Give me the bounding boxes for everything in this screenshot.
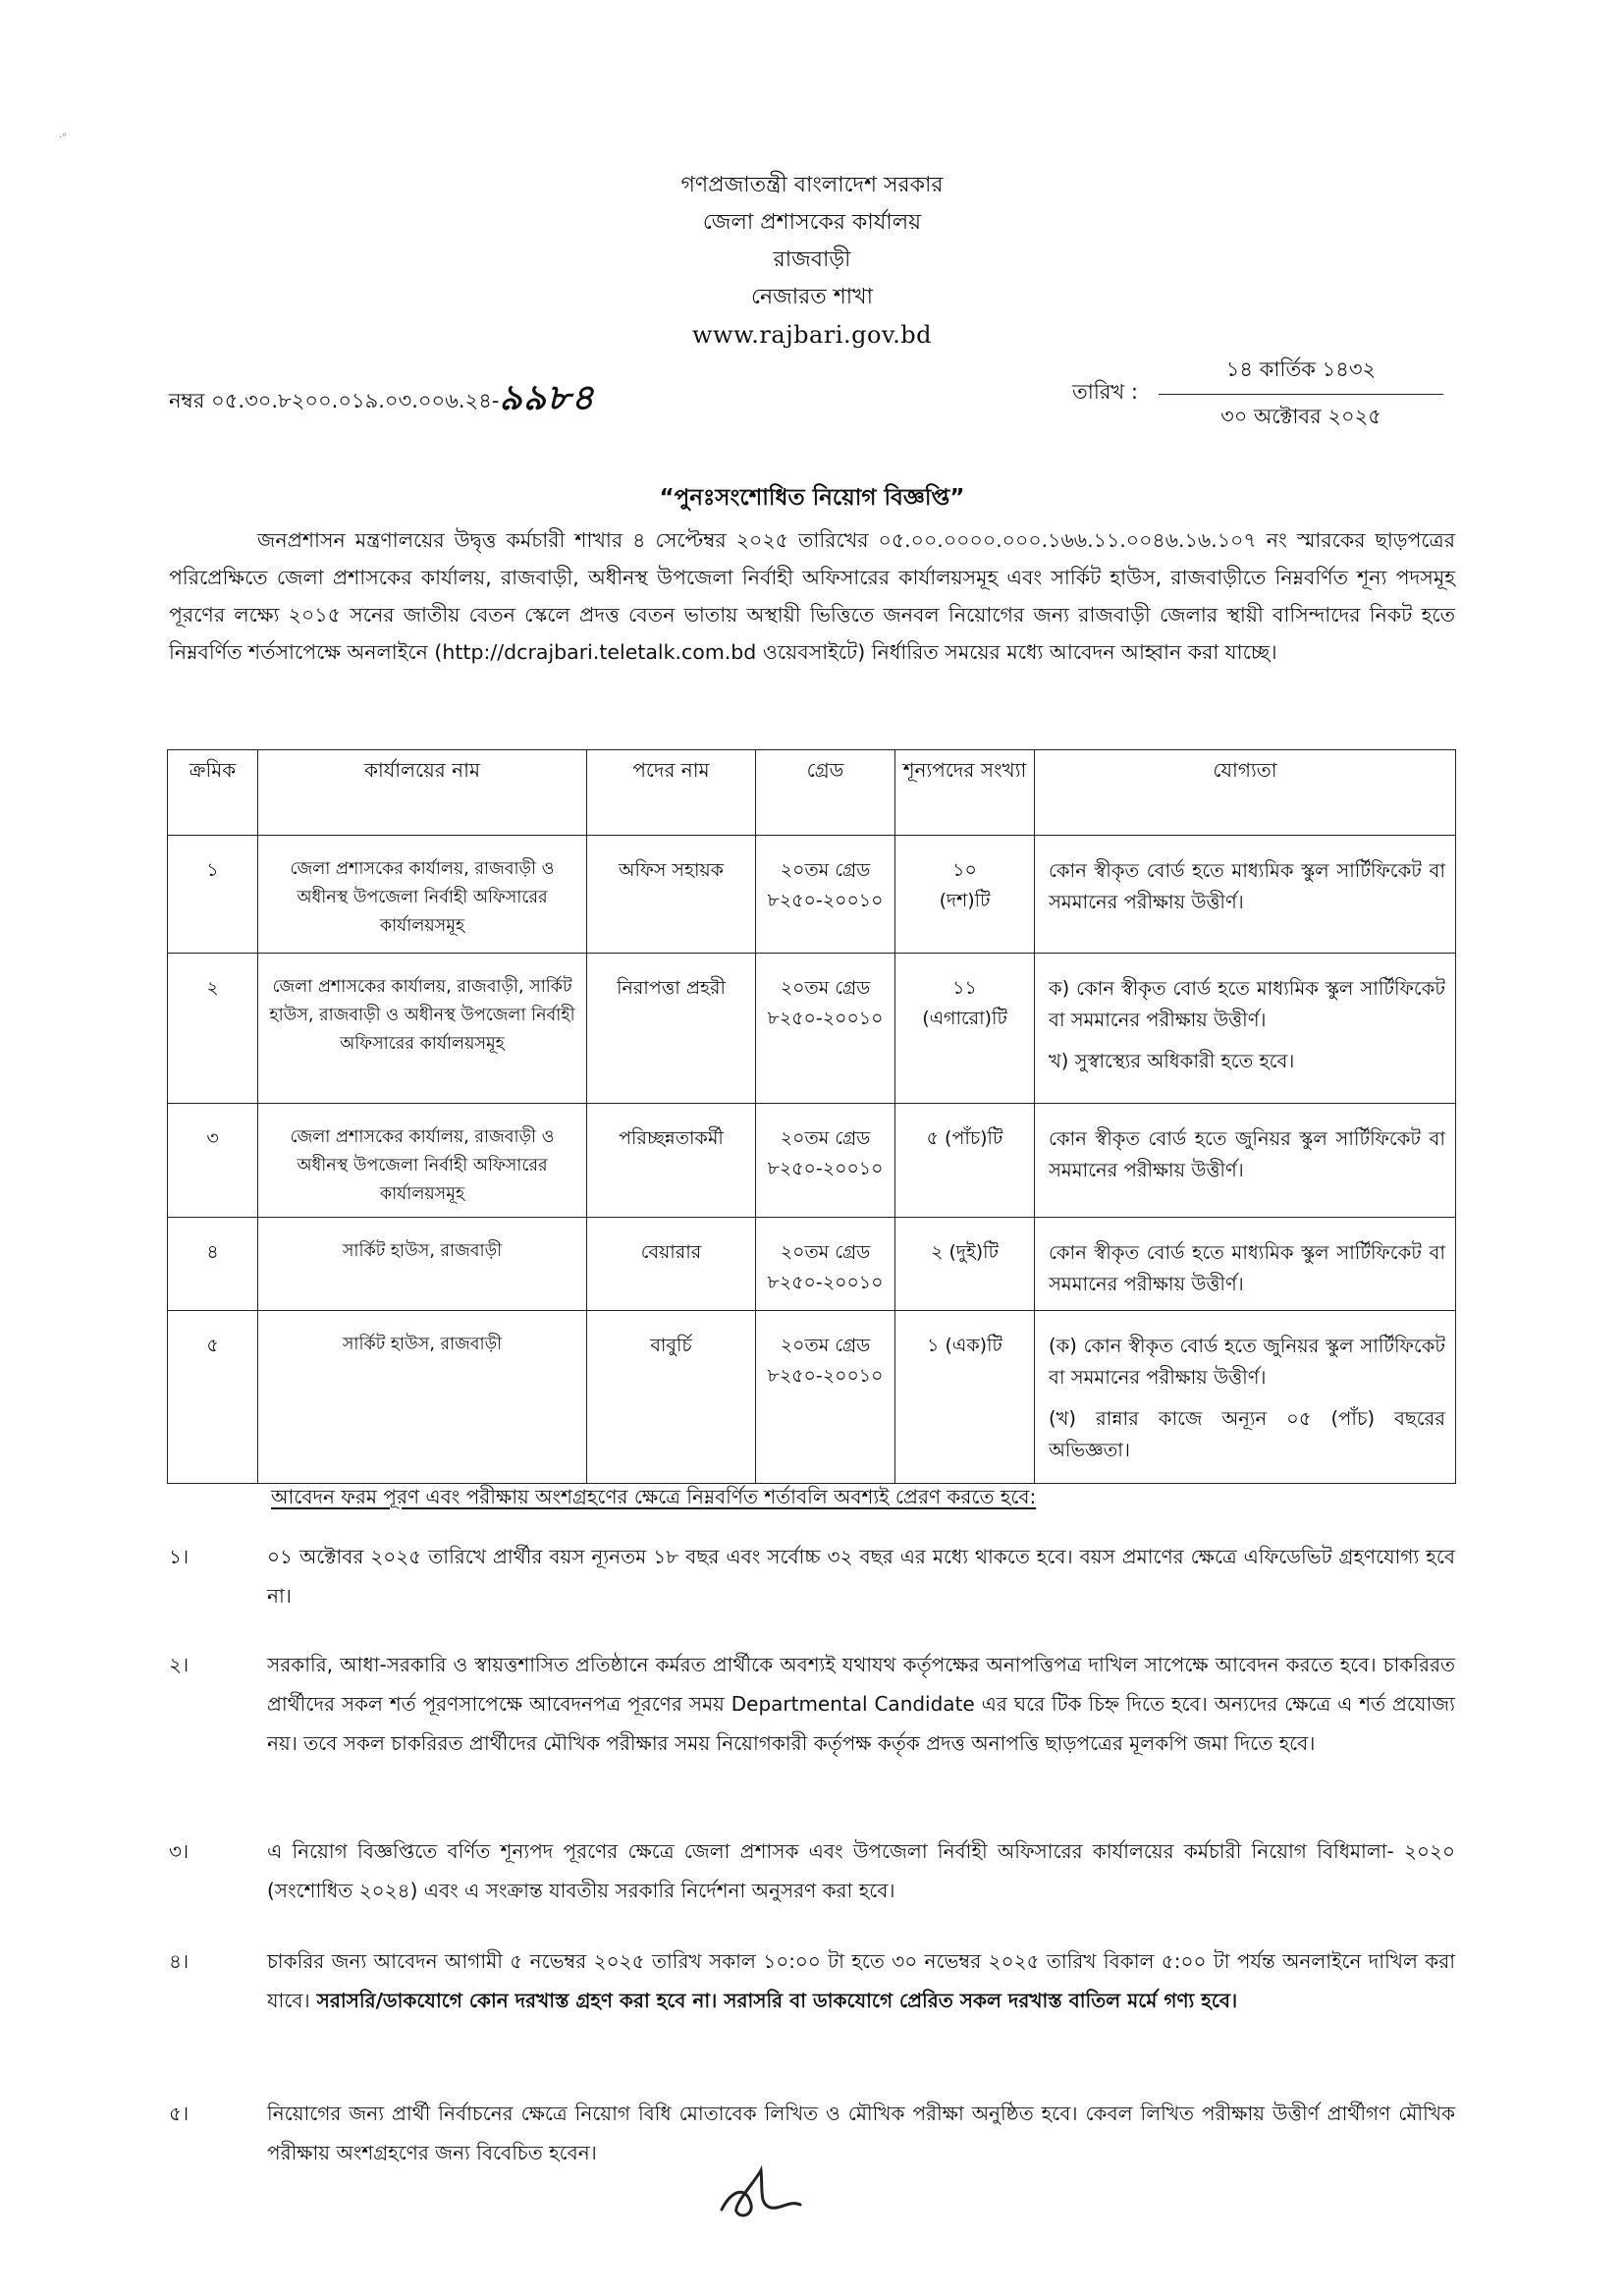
header-serial: ক্রমিক [168, 750, 258, 836]
condition-number: ৩। [169, 1839, 189, 1863]
condition-text: সরকারি, আধা-সরকারি ও স্বায়ত্তশাসিত প্রতিষ্ঠানে কর্মরত প্রার্থীকে অবশ্যই যথাযথ কর্তৃপক্ষের অনাপত্তিপত্র দাখিল সাপেক্ষে আবেদন করতে হবে। চাকরিরত প্রার্থীদের সকল শর্ত পূরণসাপেক্ষে আবেদনপত্র পূরণের সময় Departmental Candidate এর ঘরে টিক চিহ্ন দিতে হবে। অন্যদের ক্ষেত্রে এ শর্ত প্রযোজ্য নয়। তবে সকল চাকরিরত প্রার্থীদের মৌখিক পরীক্ষার সময় নিয়োগকারী কর্তৃপক্ষ কর্তৃক প্রদত্ত অনাপত্তি ছাড়পত্রের মূলকপি জমা দিতে হবে। [267, 1653, 1455, 1755]
grade-label: ২০তম গ্রেড [780, 1335, 871, 1356]
date-block [1159, 354, 1443, 435]
cell-office: সার্কিট হাউস, রাজবাড়ী [258, 1218, 587, 1311]
notice-title: “পুনঃসংশোধিত নিয়োগ বিজ্ঞপ্তি” [659, 485, 965, 511]
condition-item [169, 1941, 1455, 2020]
memo-prefix: নম্বর ০৫.৩০.৮২০০.০১৯.০৩.০০৬.২৪- [169, 389, 500, 412]
cell-grade [756, 1311, 895, 1484]
cell-vacancy [895, 954, 1035, 1104]
date-bangla: ১৪ কার্তিক ১৪৩২ [1159, 354, 1443, 395]
condition-number: ৫। [169, 2102, 189, 2125]
condition-text: চাকরির জন্য আবেদন আগামী ৫ নভেম্বর ২০২৫ তারিখ সকাল ১০:০০ টা হতে ৩০ নভেম্বর ২০২৫ তারিখ বিকাল ৫:০০ টা পর্যন্ত অনলাইনে দাখিল করা যাবে। [267, 1949, 1455, 2012]
cell-vacancy [895, 1311, 1035, 1484]
condition-number: ১। [169, 1545, 189, 1568]
intro-paragraph [169, 521, 1455, 671]
date-label: তারিখ : [1072, 380, 1138, 404]
cell-office: জেলা প্রশাসকের কার্যালয়, রাজবাড়ী, সার্কিট হাউস, রাজবাড়ী ও অধীনস্থ উপজেলা নির্বাহী অফিসারের কার্যালয়সমূহ [258, 954, 587, 1104]
header-line-government: গণপ্রজাতন্ত্রী বাংলাদেশ সরকার [680, 173, 944, 197]
header-office: কার্যালয়ের নাম [258, 750, 587, 836]
memo-number [169, 371, 595, 430]
table-row [168, 954, 1456, 1104]
vacancy-number: ১০ [952, 859, 977, 881]
qualification-line: (ক) কোন স্বীকৃত বোর্ড হতে জুনিয়র স্কুল সার্টিফিকেট বা সমমানের পরীক্ষায় উত্তীর্ণ। [1049, 1335, 1445, 1389]
cell-qualification [1035, 1104, 1456, 1218]
date-english: ৩০ অক্টোবর ২০২৫ [1220, 405, 1381, 428]
cell-grade [756, 836, 895, 954]
cell-post: অফিস সহায়ক [587, 836, 756, 954]
header-line-section: নেজারত শাখা [751, 285, 873, 309]
cell-serial: ৪ [168, 1218, 258, 1311]
vacancy-words: (দশ)টি [939, 890, 991, 911]
cell-post: বাবুর্চি [587, 1311, 756, 1484]
table-header-row [168, 750, 1456, 836]
header-qualification: যোগ্যতা [1035, 750, 1456, 836]
cell-vacancy [895, 1104, 1035, 1218]
cell-serial: ২ [168, 954, 258, 1104]
pay-scale: ৮২৫০-২০০১০ [767, 1365, 884, 1387]
condition-item [169, 1831, 1455, 1910]
pay-scale: ৮২৫০-২০০১০ [767, 1158, 884, 1179]
table-row [168, 836, 1456, 954]
vacancy-words: ১ (এক)টি [927, 1335, 1002, 1356]
header-website: www.rajbari.gov.bd [692, 321, 932, 349]
vacancy-number: ১১ [952, 977, 977, 999]
cell-post: পরিচ্ছন্নতাকর্মী [587, 1104, 756, 1218]
condition-text: নিয়োগের জন্য প্রার্থী নির্বাচনের ক্ষেত্রে নিয়োগ বিধি মোতাবেক লিখিত ও মৌখিক পরীক্ষা অনুষ্ঠিত হবে। কেবল লিখিত পরীক্ষায় উত্তীর্ণ প্রার্থীগণ মৌখিক পরীক্ষায় অংশগ্রহণের জন্য বিবেচিত হবেন। [267, 2102, 1455, 2164]
pay-scale: ৮২৫০-২০০১০ [767, 890, 884, 911]
qualification-line: (খ) রান্নার কাজে অন্যূন ০৫ (পাঁচ) বছরের অভিজ্ঞতা। [1049, 1407, 1445, 1461]
condition-number: ২। [169, 1653, 189, 1676]
grade-label: ২০তম গ্রেড [780, 977, 871, 999]
cell-qualification [1035, 1218, 1456, 1311]
cell-post: বেয়ারার [587, 1218, 756, 1311]
header-line-district: রাজবাড়ী [773, 247, 851, 272]
grade-label: ২০তম গ্রেড [780, 859, 871, 881]
intro-text: জনপ্রশাসন মন্ত্রণালয়ের উদ্বৃত্ত কর্মচারী শাখার ৪ সেপ্টেম্বর ২০২৫ তারিখের ০৫.০০.০০০০.০০০.১৬৬.১১.০০৪৬.১৬.১০৭ নং স্মারকের ছাড়পত্রের পরিপ্রেক্ষিতে জেলা প্রশাসকের কার্যালয়, রাজবাড়ী, অধীনস্থ উপজেলা নির্বাহী অফিসারের কার্যালয়সমূহ এবং সার্কিট হাউস, রাজবাড়ীতে নিম্নবর্ণিত শূন্য পদসমূহ পূরণের লক্ষ্যে ২০১৫ সনের জাতীয় বেতন স্কেলে প্রদত্ত বেতন ভাতায় অস্থায়ী ভিত্তিতে জনবল নিয়োগের জন্য রাজবাড়ী জেলার স্থায়ী বাসিন্দাদের নিকট হতে নিম্নবর্ণিত শর্তসাপেক্ষে অনলাইনে (http://dcrajbari.teletalk.com.bd ওয়েবসাইটে) নির্ধারিত সময়ের মধ্যে আবেদন আহ্বান করা যাচ্ছে। [169, 528, 1455, 664]
cell-vacancy [895, 1218, 1035, 1311]
cell-qualification [1035, 836, 1456, 954]
condition-text: ০১ অক্টোবর ২০২৫ তারিখে প্রার্থীর বয়স ন্যূনতম ১৮ বছর এবং সর্বোচ্চ ৩২ বছর এর মধ্যে থাকতে হবে। বয়স প্রমাণের ক্ষেত্রে এফিডেভিট গ্রহণযোগ্য হবে না। [267, 1545, 1455, 1608]
table-row [168, 1311, 1456, 1484]
cell-grade [756, 1104, 895, 1218]
vacancy-table [167, 749, 1456, 1484]
pay-scale: ৮২৫০-২০০১০ [767, 1272, 884, 1293]
qualification-line: কোন স্বীকৃত বোর্ড হতে মাধ্যমিক স্কুল সার্টিফিকেট বা সমমানের পরীক্ষায় উত্তীর্ণ। [1049, 859, 1445, 913]
qualification-line: কোন স্বীকৃত বোর্ড হতে জুনিয়র স্কুল সার্টিফিকেট বা সমমানের পরীক্ষায় উত্তীর্ণ। [1049, 1127, 1445, 1181]
table-row [168, 1104, 1456, 1218]
table-row [168, 1218, 1456, 1311]
header-post: পদের নাম [587, 750, 756, 836]
cell-qualification [1035, 1311, 1456, 1484]
cell-office: জেলা প্রশাসকের কার্যালয়, রাজবাড়ী ও অধীনস্থ উপজেলা নির্বাহী অফিসারের কার্যালয়সমূহ [258, 1104, 587, 1218]
cell-serial: ৩ [168, 1104, 258, 1218]
conditions-heading: আবেদন ফরম পূরণ এবং পরীক্ষায় অংশগ্রহণের ক্ষেত্রে নিম্নবর্ণিত শর্তাবলি অবশ্যই প্রেরণ করতে হবে: [271, 1485, 1037, 1508]
grade-label: ২০তম গ্রেড [780, 1127, 871, 1149]
cell-serial: ১ [168, 836, 258, 954]
qualification-line: খ) সুস্বাস্থ্যের অধিকারী হতে হবে। [1049, 1050, 1295, 1072]
signature-mark [702, 2151, 820, 2229]
qualification-line: কোন স্বীকৃত বোর্ড হতে মাধ্যমিক স্কুল সার্টিফিকেট বা সমমানের পরীক্ষায় উত্তীর্ণ। [1049, 1241, 1445, 1295]
grade-label: ২০তম গ্রেড [780, 1241, 871, 1263]
memo-handwritten-number: ৯৯৮৪ [499, 377, 595, 418]
vacancy-words: ২ (দুই)টি [931, 1241, 999, 1263]
condition-bold-text: সরাসরি/ডাকযোগে কোন দরখাস্ত গ্রহণ করা হবে না। সরাসরি বা ডাকযোগে প্রেরিত সকল দরখাস্ত বাতিল মর্মে গণ্য হবে। [309, 1989, 1238, 2012]
cell-serial: ৫ [168, 1311, 258, 1484]
condition-item [169, 1645, 1455, 1763]
header-grade: গ্রেড [756, 750, 895, 836]
cell-office: জেলা প্রশাসকের কার্যালয়, রাজবাড়ী ও অধীনস্থ উপজেলা নির্বাহী অফিসারের কার্যালয়সমূহ [258, 836, 587, 954]
cell-grade [756, 1218, 895, 1311]
condition-number: ৪। [169, 1949, 189, 1973]
cell-post: নিরাপত্তা প্রহরী [587, 954, 756, 1104]
condition-text: এ নিয়োগ বিজ্ঞপ্তিতে বর্ণিত শূন্যপদ পূরণের ক্ষেত্রে জেলা প্রশাসক এবং উপজেলা নির্বাহী অফিসারের কার্যালয়ের কর্মচারী নিয়োগ বিধিমালা- ২০২০ (সংশোধিত ২০২৪) এবং এ সংক্রান্ত যাবতীয় সরকারি নির্দেশনা অনুসরণ করা হবে। [267, 1839, 1455, 1902]
cell-qualification [1035, 954, 1456, 1104]
pay-scale: ৮২৫০-২০০১০ [767, 1008, 884, 1029]
qualification-line: ক) কোন স্বীকৃত বোর্ড হতে মাধ্যমিক স্কুল সার্টিফিকেট বা সমমানের পরীক্ষায় উত্তীর্ণ। [1049, 977, 1445, 1031]
cell-office: সার্কিট হাউস, রাজবাড়ী [258, 1311, 587, 1484]
header-line-office: জেলা প্রশাসকের কার্যালয় [702, 210, 922, 235]
header-vacancy: শূন্যপদের সংখ্যা [895, 750, 1035, 836]
vacancy-words: ৫ (পাঁচ)টি [926, 1127, 1003, 1149]
vacancy-words: (এগারো)টি [922, 1008, 1007, 1029]
cell-grade [756, 954, 895, 1104]
scan-mark: ·° [59, 133, 68, 143]
letterhead [517, 167, 1107, 354]
condition-item [169, 1537, 1455, 1615]
cell-vacancy [895, 836, 1035, 954]
